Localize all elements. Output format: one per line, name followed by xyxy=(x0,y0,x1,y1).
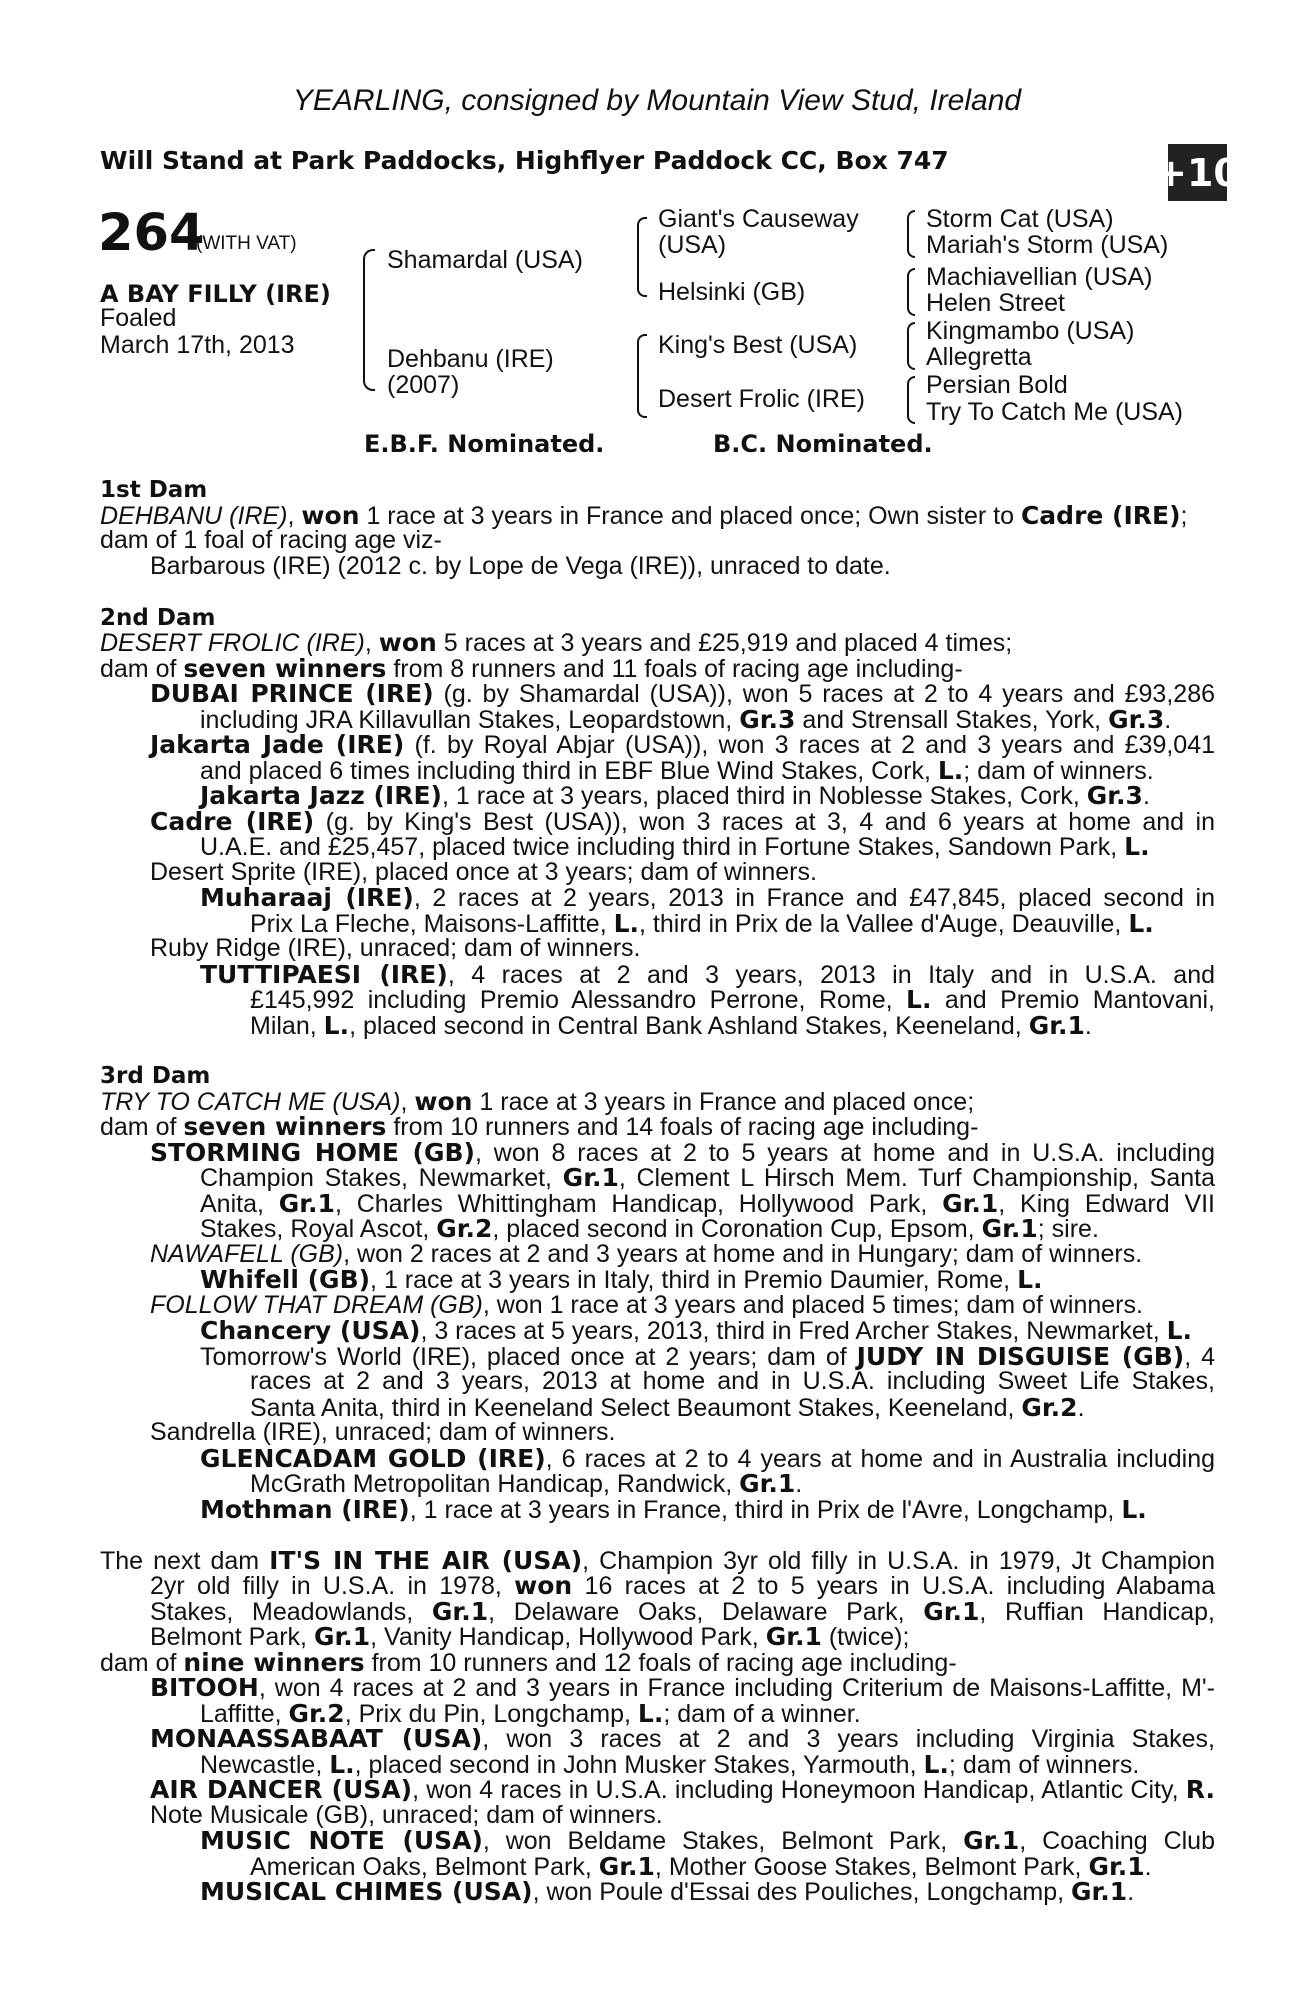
page-title: YEARLING, consigned by Mountain View Stud, Ireland xyxy=(292,84,1022,117)
pedigree-brace-sire xyxy=(637,217,647,297)
second-dam-line-3: DUBAI PRINCE (IRE) (g. by Shamardal (USA)), won 5 races at 2 to 4 years and £93,286 xyxy=(150,679,1215,708)
second-dam-line-13: Ruby Ridge (IRE), unraced; dam of winners. xyxy=(150,934,641,962)
second-dam-line-9: U.A.E. and £25,457, placed twice including third in Fortune Stakes, Sandown Park, L. xyxy=(200,832,1150,861)
third-dam-line-12: races at 2 and 3 years, 2013 at home and in U.S.A. including Sweet Life Stakes, xyxy=(250,1367,1215,1395)
pedigree-brace-g3 xyxy=(907,322,915,370)
third-dam-line-9: FOLLOW THAT DREAM (GB), won 1 race at 3 years and placed 5 times; dam of winners. xyxy=(150,1291,1143,1319)
pedigree-brace-g2 xyxy=(907,268,915,316)
third-dam-line-8: Whifell (GB), 1 race at 3 years in Italy, third in Premio Daumier, Rome, L. xyxy=(200,1265,1043,1294)
third-dam-line-2: dam of seven winners from 10 runners and 14 foals of racing age including- xyxy=(100,1112,979,1141)
next-dam-line-5: dam of nine winners from 10 runners and 12 foals of racing age including- xyxy=(100,1648,957,1677)
pedigree-ggp-3: Machiavellian (USA) xyxy=(926,263,1153,291)
next-dam-line-2: 2yr old filly in U.S.A. in 1978, won 16 races at 2 to 5 years in U.S.A. including Alabama xyxy=(150,1571,1215,1600)
next-dam-line-3: Stakes, Meadowlands, Gr.1, Delaware Oaks, Delaware Park, Gr.1, Ruffian Handicap, xyxy=(150,1597,1215,1626)
pedigree-sire-dam: Helsinki (GB) xyxy=(658,278,806,306)
next-dam-line-10: AIR DANCER (USA), won 4 races in U.S.A. including Honeymoon Handicap, Atlantic City, R. xyxy=(150,1775,1215,1804)
next-dam-line-7: Laffitte, Gr.2, Prix du Pin, Longchamp, L.; dam of a winner. xyxy=(200,1699,861,1728)
pedigree-brace-g1 xyxy=(907,210,915,258)
pedigree-sire-sire-2: (USA) xyxy=(658,231,727,259)
pedigree-sire-sire: Giant's Causeway xyxy=(658,205,859,233)
second-dam-line-5: Jakarta Jade (IRE) (f. by Royal Abjar (USA)), won 3 races at 2 and 3 years and £39,041 xyxy=(150,730,1215,759)
second-dam-line-14: TUTTIPAESI (IRE), 4 races at 2 and 3 years, 2013 in Italy and in U.S.A. and xyxy=(200,960,1216,989)
second-dam-heading: 2nd Dam xyxy=(100,605,216,631)
third-dam-line-10: Chancery (USA), 3 races at 5 years, 2013, third in Fred Archer Stakes, Newmarket, L. xyxy=(200,1316,1193,1345)
lot-badge xyxy=(1155,144,1240,201)
third-dam-heading: 3rd Dam xyxy=(100,1063,211,1089)
third-dam-line-15: GLENCADAM GOLD (IRE), 6 races at 2 to 4 years at home and in Australia including xyxy=(200,1444,1215,1473)
vat-label: (WITH VAT) xyxy=(196,233,297,254)
pedigree-ggp-4: Helen Street xyxy=(926,289,1065,317)
first-dam-line-1: DEHBANU (IRE), won 1 race at 3 years in France and placed once; Own sister to Cadre (IRE); xyxy=(100,501,1188,530)
third-dam-line-4: Champion Stakes, Newmarket, Gr.1, Clement L Hirsch Mem. Turf Championship, Santa xyxy=(200,1163,1215,1192)
foaled-date: March 17th, 2013 xyxy=(100,331,295,359)
lot-number: 264 xyxy=(98,204,205,263)
pedigree-ggp-2: Mariah's Storm (USA) xyxy=(926,231,1169,259)
pedigree-dam-dam: Desert Frolic (IRE) xyxy=(658,385,865,413)
third-dam-line-17: Mothman (IRE), 1 race at 3 years in France, third in Prix de l'Avre, Longchamp, L. xyxy=(200,1495,1147,1524)
next-dam-line-4: Belmont Park, Gr.1, Vanity Handicap, Hollywood Park, Gr.1 (twice); xyxy=(150,1622,910,1651)
ebf-nominated: E.B.F. Nominated. xyxy=(364,430,605,458)
pedigree-ggp-1: Storm Cat (USA) xyxy=(926,205,1114,233)
second-dam-line-12: Prix La Fleche, Maisons-Laffitte, L., third in Prix de la Vallee d'Auge, Deauville, L. xyxy=(250,909,1154,938)
second-dam-line-16: Milan, L., placed second in Central Bank Ashland Stakes, Keeneland, Gr.1. xyxy=(250,1011,1092,1040)
pedigree-ggp-5: Kingmambo (USA) xyxy=(926,317,1135,345)
next-dam-line-6: BITOOH, won 4 races at 2 and 3 years in France including Criterium de Maisons-Laffitte, M'- xyxy=(150,1673,1215,1702)
third-dam-line-6: Stakes, Royal Ascot, Gr.2, placed second in Coronation Cup, Epsom, Gr.1; sire. xyxy=(200,1214,1099,1243)
next-dam-line-13: American Oaks, Belmont Park, Gr.1, Mother Goose Stakes, Belmont Park, Gr.1. xyxy=(250,1852,1152,1881)
next-dam-line-12: MUSIC NOTE (USA), won Beldame Stakes, Belmont Park, Gr.1, Coaching Club xyxy=(200,1826,1215,1855)
second-dam-line-2: dam of seven winners from 8 runners and 11 foals of racing age including- xyxy=(100,654,963,683)
badge-label: +10 xyxy=(1155,150,1240,195)
third-dam-line-11: Tomorrow's World (IRE), placed once at 2 years; dam of JUDY IN DISGUISE (GB), 4 xyxy=(200,1342,1215,1371)
second-dam-line-10: Desert Sprite (IRE), placed once at 3 years; dam of winners. xyxy=(150,858,817,886)
pedigree-brace-g4 xyxy=(907,376,915,424)
third-dam-line-5: Anita, Gr.1, Charles Whittingham Handicap, Hollywood Park, Gr.1, King Edward VII xyxy=(200,1189,1216,1218)
second-dam-line-1: DESERT FROLIC (IRE), won 5 races at 3 years and £25,919 and placed 4 times; xyxy=(100,628,1013,657)
first-dam-line-2: dam of 1 foal of racing age viz- xyxy=(100,526,442,554)
next-dam-line-9: Newcastle, L., placed second in John Musker Stakes, Yarmouth, L.; dam of winners. xyxy=(200,1750,1140,1779)
pedigree-brace-dam xyxy=(637,334,647,418)
pedigree-ggp-7: Persian Bold xyxy=(926,371,1068,399)
next-dam-line-1: The next dam IT'S IN THE AIR (USA), Champion 3yr old filly in U.S.A. in 1979, Jt Champion xyxy=(100,1546,1215,1575)
third-dam-line-14: Sandrella (IRE), unraced; dam of winners. xyxy=(150,1418,616,1446)
second-dam-line-11: Muharaaj (IRE), 2 races at 2 years, 2013 in France and £47,845, placed second in xyxy=(200,883,1216,912)
third-dam-line-7: NAWAFELL (GB), won 2 races at 2 and 3 years at home and in Hungary; dam of winners. xyxy=(150,1240,1143,1268)
stand-location: Will Stand at Park Paddocks, Highflyer Paddock CC, Box 747 xyxy=(100,146,949,175)
next-dam-line-8: MONAASSABAAT (USA), won 3 races at 2 and 3 years including Virginia Stakes, xyxy=(150,1724,1215,1753)
next-dam-line-14: MUSICAL CHIMES (USA), won Poule d'Essai des Pouliches, Longchamp, Gr.1. xyxy=(200,1877,1135,1906)
third-dam-line-13: Santa Anita, third in Keeneland Select Beaumont Stakes, Keeneland, Gr.2. xyxy=(250,1393,1085,1422)
pedigree-brace-main xyxy=(363,249,375,391)
first-dam-produce: Barbarous (IRE) (2012 c. by Lope de Vega (IRE)), unraced to date. xyxy=(150,552,891,580)
pedigree-ggp-8: Try To Catch Me (USA) xyxy=(926,398,1183,426)
second-dam-line-8: Cadre (IRE) (g. by King's Best (USA)), won 3 races at 3, 4 and 6 years at home and in xyxy=(150,807,1215,836)
lot-name: A BAY FILLY (IRE) xyxy=(100,280,331,308)
second-dam-line-7: Jakarta Jazz (IRE), 1 race at 3 years, placed third in Noblesse Stakes, Cork, Gr.3. xyxy=(200,781,1150,810)
next-dam-line-11: Note Musicale (GB), unraced; dam of winners. xyxy=(150,1801,663,1829)
second-dam-line-4: including JRA Killavullan Stakes, Leopardstown, Gr.3 and Strensall Stakes, York, Gr.3. xyxy=(200,705,1172,734)
pedigree-sire: Shamardal (USA) xyxy=(387,246,583,274)
first-dam-heading: 1st Dam xyxy=(100,477,208,503)
third-dam-line-3: STORMING HOME (GB), won 8 races at 2 to 5 years at home and in U.S.A. including xyxy=(150,1138,1215,1167)
third-dam-line-1: TRY TO CATCH ME (USA), won 1 race at 3 years in France and placed once; xyxy=(100,1087,975,1116)
foaled-label: Foaled xyxy=(100,304,177,332)
pedigree-dam: Dehbanu (IRE) xyxy=(387,345,554,373)
pedigree-dam-year: (2007) xyxy=(387,371,460,399)
pedigree-dam-sire: King's Best (USA) xyxy=(658,331,858,359)
bc-nominated: B.C. Nominated. xyxy=(713,430,933,458)
second-dam-line-15: £145,992 including Premio Alessandro Perrone, Rome, L. and Premio Mantovani, xyxy=(250,985,1215,1014)
second-dam-line-6: and placed 6 times including third in EBF Blue Wind Stakes, Cork, L.; dam of winners. xyxy=(200,756,1154,785)
third-dam-line-16: McGrath Metropolitan Handicap, Randwick, Gr.1. xyxy=(250,1469,803,1498)
pedigree-ggp-6: Allegretta xyxy=(926,343,1032,371)
